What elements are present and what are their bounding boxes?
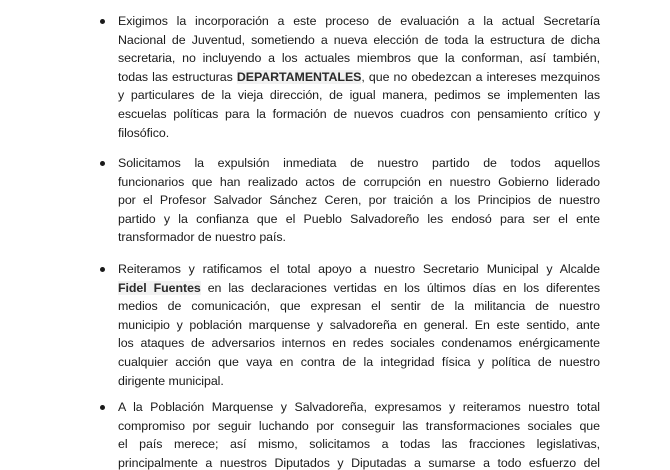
text-line: compromiso por seguir luchando por conseguir las transformaciones sociales que <box>118 418 600 433</box>
text-segment: en las declaraciones vertidas en los últimos días en los diferentes <box>200 280 600 295</box>
bullet-icon <box>100 19 105 24</box>
bullet-icon <box>100 161 105 166</box>
text-line: Exigimos la incorporación a este proceso de evaluación a la actual Secretaría <box>118 14 600 28</box>
text-line: Reiteramos y ratificamos el total apoyo a nuestro Secretario Municipal y Alcalde <box>118 262 600 276</box>
text-line: y particulares de la vieja dirección, de igual manera, pedimos se implementen las <box>118 88 600 103</box>
emphasized-term: DEPARTAMENTALES <box>236 69 362 84</box>
text-line: escuelas políticas para la formación de nuevos cuadros con pensamiento crítico y <box>118 106 600 121</box>
text-line: Nacional de Juventud, sometiendo a nueva elección de toda la estructura de dicha <box>118 32 600 47</box>
list-item <box>88 398 608 470</box>
list-item <box>88 12 608 142</box>
text-line <box>118 279 600 298</box>
list-item <box>88 260 608 390</box>
text-line: transformador de nuestro país. <box>118 230 286 245</box>
bullet-icon <box>100 267 105 272</box>
paragraph-3 <box>118 260 600 390</box>
text-line: medios de comunicación, que expresan el sentir de la militancia de nuestro <box>118 299 600 314</box>
list-item <box>88 154 608 247</box>
text-line: secretaria, no incluyendo a los actuales miembros que la conforman, así también, <box>118 51 600 66</box>
text-segment: , que no obedezcan a intereses mezquinos <box>361 69 600 84</box>
text-line: los ataques de adversarios internos en redes sociales condenamos enérgicamente <box>118 336 600 351</box>
text-line: el país merece; así mismo, solicitamos a todas las fracciones legislativas, <box>118 437 600 452</box>
text-line: A la Población Marquense y Salvadoreña, expresamos y reiteramos nuestro total <box>118 400 600 414</box>
paragraph-2 <box>118 154 600 247</box>
bullet-icon <box>100 405 105 410</box>
text-line: partido y la confianza que el Pueblo Salvadoreño les endosó para ser el ente <box>118 211 600 226</box>
text-line: Solicitamos la expulsión inmediata de nuestro partido de todos aquellos <box>118 156 600 170</box>
text-line: municipio y población marquense y salvadoreña en general. En este sentido, ante <box>118 317 600 332</box>
text-line: filosófico. <box>118 125 170 140</box>
paragraph-4 <box>118 398 600 470</box>
text-line: funcionarios que han realizado actos de corrupción en nuestro Gobierno liderado <box>118 174 600 189</box>
text-line <box>118 68 600 87</box>
emphasized-name: Fidel Fuentes <box>118 280 201 295</box>
text-line: cualquier acción que vaya en contra de la integridad física y política de nuestro <box>118 354 600 369</box>
text-line: por el Profesor Salvador Sánchez Ceren, por traición a los Principios de nuestro <box>118 193 600 208</box>
text-line: dirigente municipal. <box>118 373 224 388</box>
paragraph-1 <box>118 12 600 142</box>
text-line: principalmente a nuestros Diputados y Diputadas a sumarse a todo esfuerzo del <box>118 455 600 470</box>
text-segment: todas las estructuras <box>118 69 237 84</box>
